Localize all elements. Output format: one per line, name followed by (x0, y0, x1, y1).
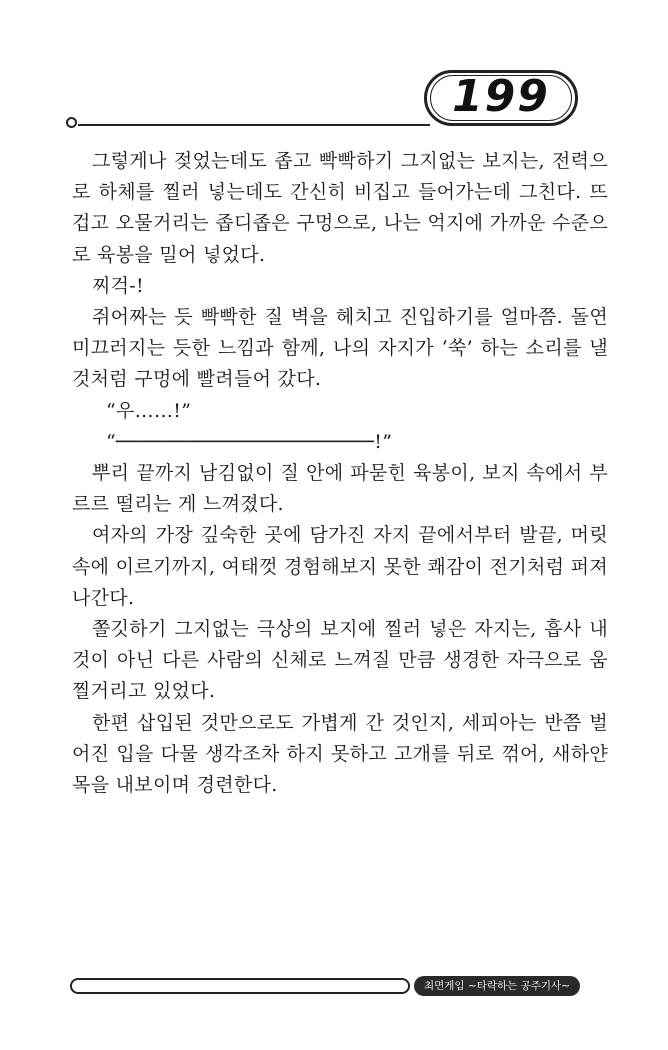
paragraph: 한편 삽입된 것만으로도 가볍게 간 것인지, 세피아는 반쯤 벌어진 입을 다물 생각조차 하지 못하고 고개를 뒤로 꺾어, 새하얀 목을 내보이며 경련한다. (72, 711, 608, 797)
dialogue-line: “──────────────────────!” (106, 430, 393, 453)
paragraph: 그렇게나 젖었는데도 좁고 빡빡하기 그지없는 보지는, 전력으로 하체를 찔러 넣는데도 간신히 비집고 들어가는데 그친다. 뜨겁고 오물거리는 좁디좁은 구멍으로, 나는 억지에 가까운 수준으로 육봉을 밀어 넣었다. (72, 150, 608, 266)
paragraph: 여자의 가장 깊숙한 곳에 담가진 자지 끝에서부터 발끝, 머릿속에 이르기까지, 여태껏 경험해보지 못한 쾌감이 전기처럼 퍼져나간다. (72, 524, 608, 609)
header-ornament-circle (66, 117, 77, 128)
paragraph: 찌걱-! (92, 274, 144, 297)
paragraph: 쥐어짜는 듯 빡빡한 질 벽을 헤치고 진입하기를 얼마쯤. 돌연 미끄러지는 듯한 느낌과 함께, 나의 자지가 ‘쑥’ 하는 소리를 낼 것처럼 구멍에 빨려들어 갔다. (72, 306, 608, 391)
paragraph: 쫄깃하기 그지없는 극상의 보지에 찔러 넣은 자지는, 흡사 내 것이 아닌 다른 사람의 신체로 느껴질 만큼 생경한 자극으로 움찔거리고 있었다. (72, 618, 608, 703)
footer-rule-bar (70, 978, 410, 994)
footer-book-title: 최면게임 ~타락하는 공주기사~ (414, 976, 580, 996)
header-rule (78, 124, 430, 126)
paragraph: 뿌리 끝까지 남김없이 질 안에 파묻힌 육봉이, 보지 속에서 부르르 떨리는 게 느껴졌다. (72, 462, 608, 516)
body-text (72, 146, 608, 801)
dialogue-line: “우……!” (106, 399, 192, 422)
page-number: 199 (452, 71, 550, 122)
